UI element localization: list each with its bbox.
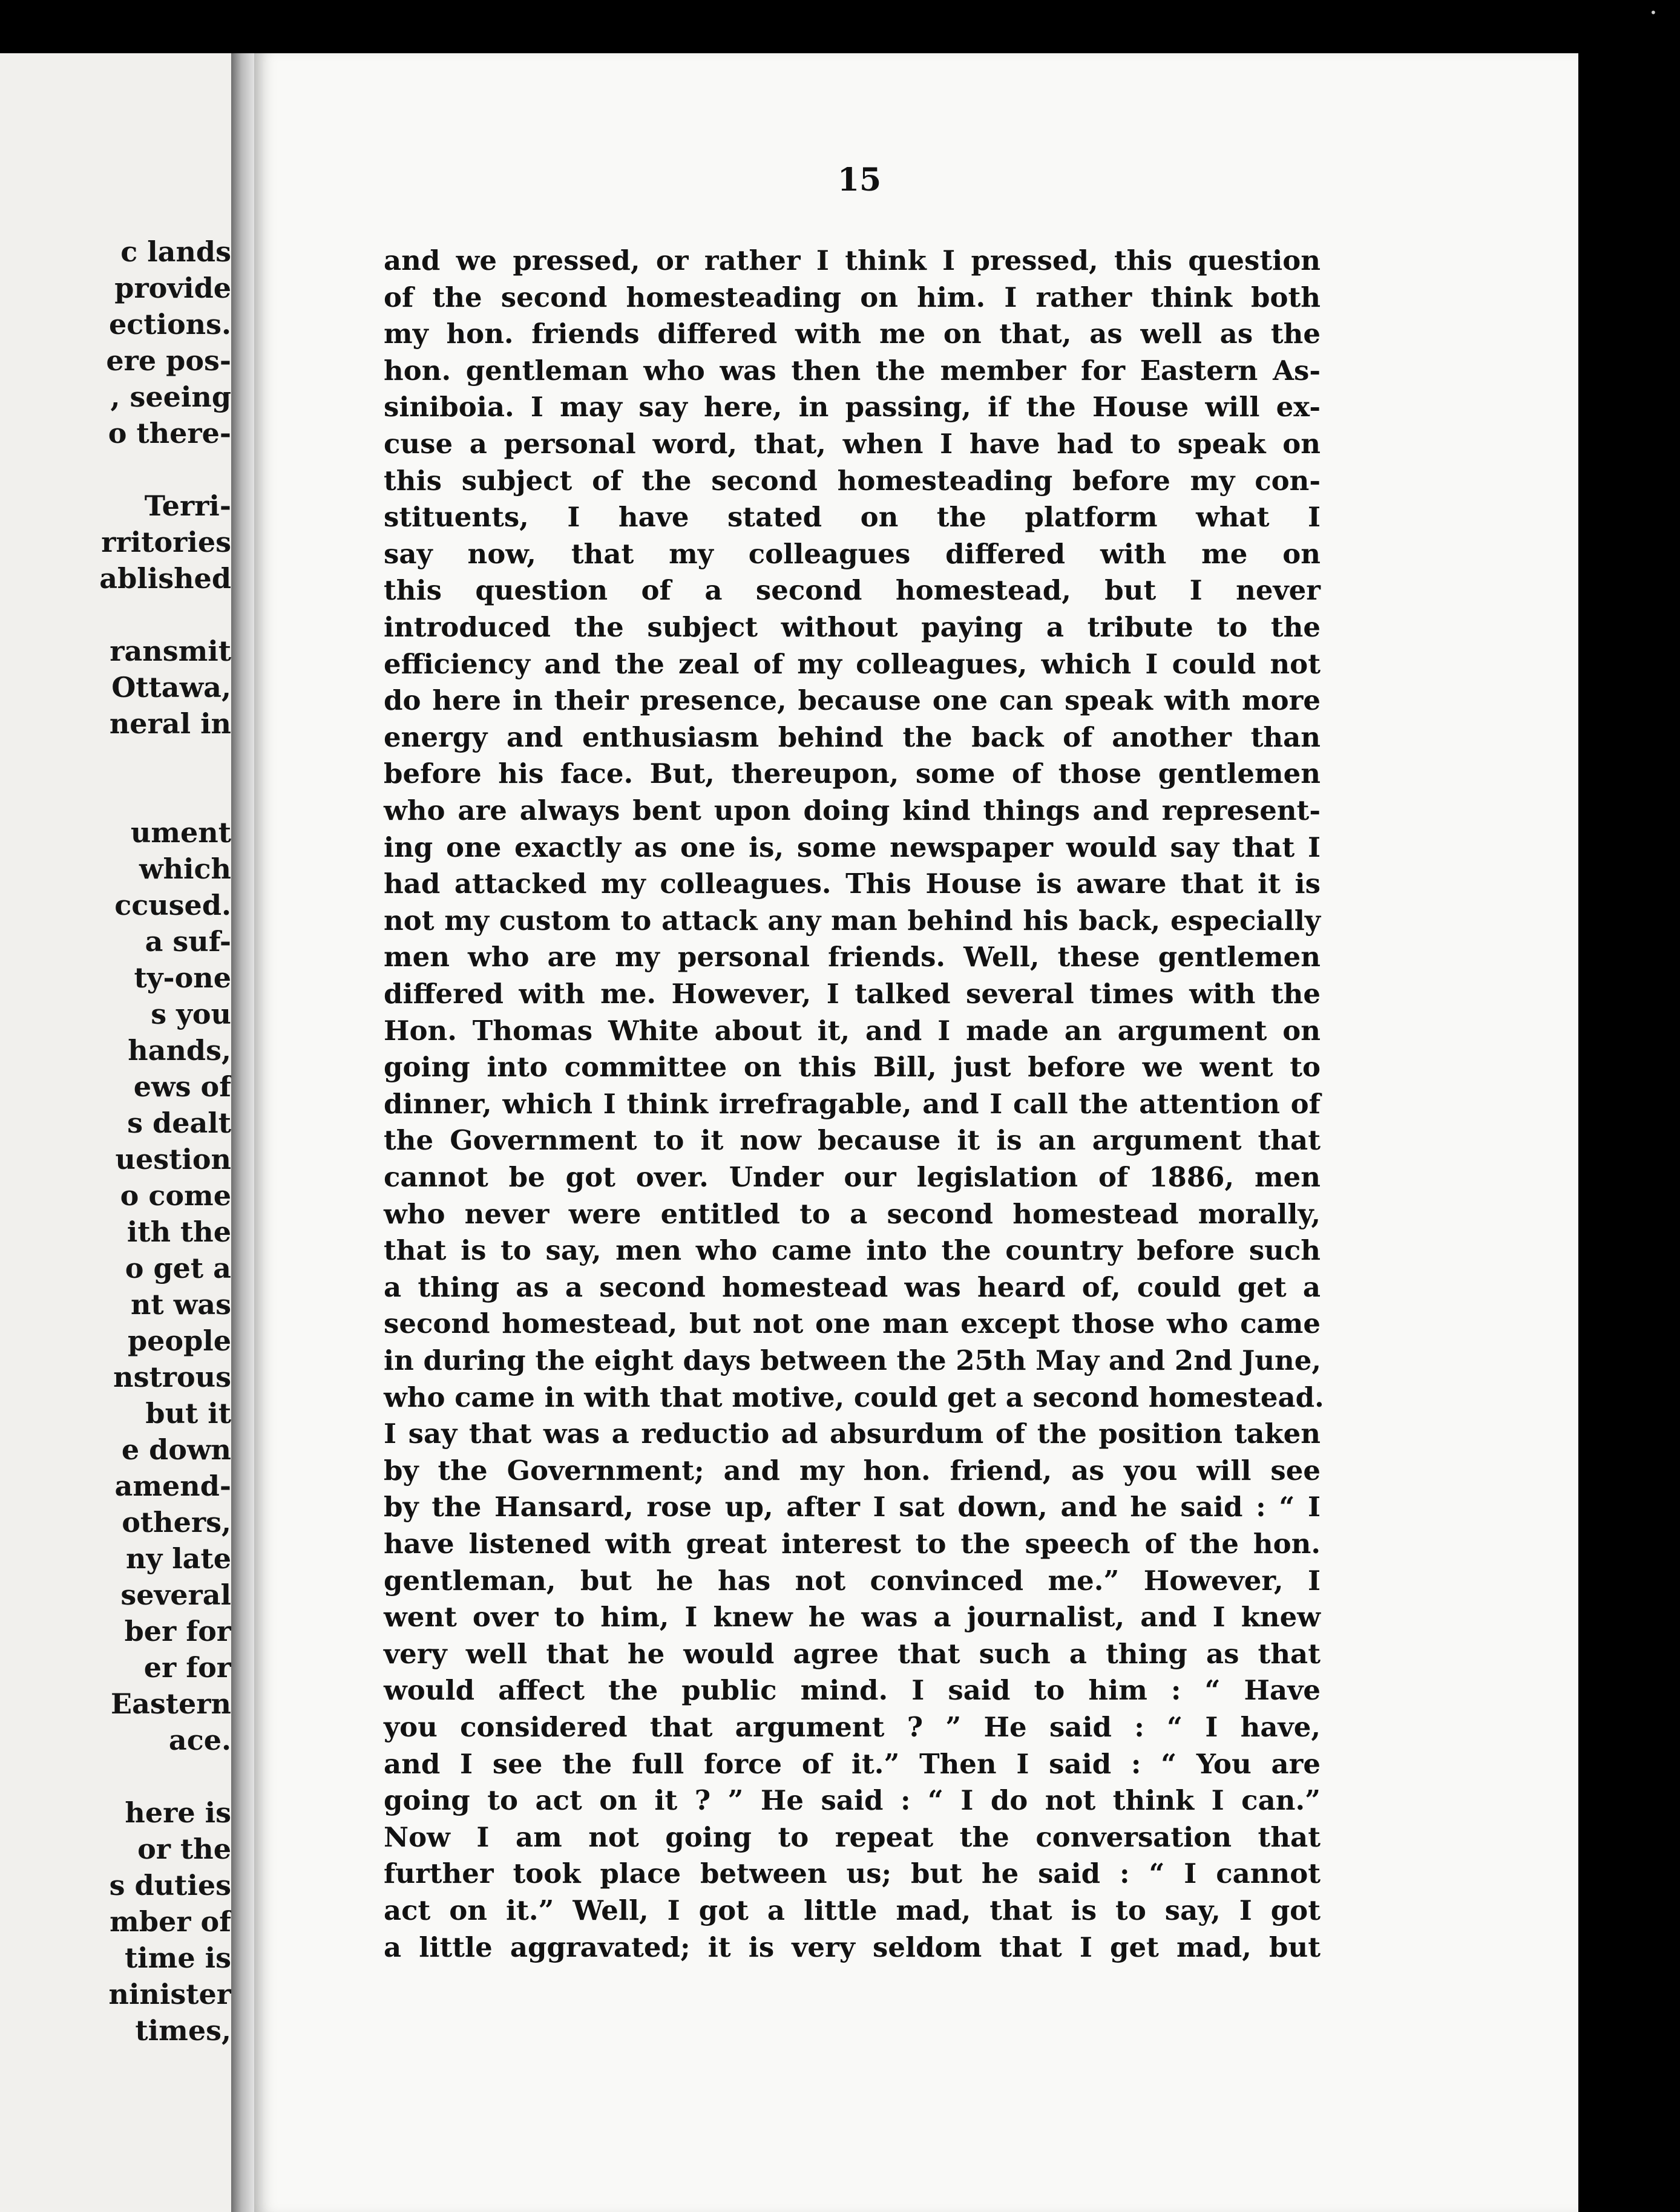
body-text-line: this subject of the second homesteading before my con- xyxy=(384,465,1321,497)
left-page-line: s dealt xyxy=(127,1107,231,1139)
left-page-line: rritories xyxy=(101,526,231,558)
body-text-line: I say that was a reductio ad absurdum of the position taken xyxy=(384,1418,1321,1450)
left-page-line: ccused. xyxy=(114,889,231,921)
left-page-line: nt was xyxy=(130,1288,231,1321)
body-text-line: Hon. Thomas White about it, and I made an argument on xyxy=(384,1015,1321,1047)
left-page-line: ith the xyxy=(126,1216,231,1248)
left-page-line: ny late xyxy=(126,1542,231,1575)
body-text-line: differed with me. However, I talked several times with the xyxy=(384,978,1321,1010)
left-page-line: amend- xyxy=(114,1470,231,1502)
body-text-line: further took place between us; but he said : “ I cannot xyxy=(384,1857,1321,1890)
left-page-line: times, xyxy=(135,2014,231,2047)
body-text-line: efficiency and the zeal of my colleagues, which I could not xyxy=(384,648,1321,680)
body-text-line: my hon. friends differed with me on that, as well as the xyxy=(384,318,1321,350)
left-page-line: , seeing xyxy=(110,381,231,413)
body-text-line: cuse a personal word, that, when I have had to speak on xyxy=(384,428,1321,460)
left-page-line: o come xyxy=(120,1179,231,1212)
left-page-line: o get a xyxy=(125,1252,231,1284)
left-page-line: others, xyxy=(122,1506,231,1539)
body-text-line: men who are my personal friends. Well, these gentlemen xyxy=(384,941,1321,973)
body-text-line: of the second homesteading on him. I rather think both xyxy=(384,281,1321,313)
body-text-line: went over to him, I knew he was a journalist, and I knew xyxy=(384,1601,1321,1633)
left-page-line: ere pos- xyxy=(106,344,231,377)
body-text-line: not my custom to attack any man behind his back, especially xyxy=(384,905,1321,937)
left-page-line: mber of xyxy=(110,1905,231,1938)
left-page-line: neral in xyxy=(109,707,231,740)
left-page-line: s you xyxy=(151,998,231,1030)
body-text-line: that is to say, men who came into the country before such xyxy=(384,1234,1321,1266)
body-text-line: you considered that argument ? ” He said : “ I have, xyxy=(384,1711,1321,1743)
left-page-line: time is xyxy=(124,1942,231,1974)
body-text-line: and I see the full force of it.” Then I said : “ You are xyxy=(384,1748,1321,1780)
left-page-line: nstrous xyxy=(113,1361,231,1393)
left-page-line: o there- xyxy=(108,417,231,450)
body-text-line: do here in their presence, because one can speak with more xyxy=(384,684,1321,716)
body-text-line: act on it.” Well, I got a little mad, that is to say, I got xyxy=(384,1894,1321,1926)
facing-page-left xyxy=(0,53,231,2212)
left-page-line: hands, xyxy=(128,1034,231,1067)
left-page-line: Ottawa, xyxy=(111,671,231,704)
left-page-line: Eastern xyxy=(111,1687,231,1720)
body-text-line: introduced the subject without paying a tribute to the xyxy=(384,611,1321,643)
left-page-line: e down xyxy=(121,1433,231,1466)
body-text-line: who never were entitled to a second homestead morally, xyxy=(384,1198,1321,1230)
left-page-line: but it xyxy=(145,1397,231,1430)
body-text-line: dinner, which I think irrefragable, and I call the attention of xyxy=(384,1088,1321,1120)
left-page-line: c lands xyxy=(120,235,231,268)
left-page-line: several xyxy=(120,1579,231,1611)
left-page-line: uestion xyxy=(115,1143,231,1176)
left-page-line: which xyxy=(139,852,231,885)
left-page-line: Terri- xyxy=(144,489,231,522)
left-page-line: ninister xyxy=(108,1978,231,2011)
body-text-line: stituents, I have stated on the platform what I xyxy=(384,501,1321,533)
body-text-line: going to act on it ? ” He said : “ I do not think I can.” xyxy=(384,1784,1321,1816)
left-page-line: ews of xyxy=(133,1070,231,1103)
body-text-line: have listened with great interest to the speech of the hon. xyxy=(384,1528,1321,1560)
body-text-line: say now, that my colleagues differed with me on xyxy=(384,538,1321,570)
body-text-line: by the Hansard, rose up, after I sat down, and he said : “ I xyxy=(384,1491,1321,1523)
body-text-line: second homestead, but not one man except those who came xyxy=(384,1307,1321,1340)
body-text-line: had attacked my colleagues. This House is aware that it is xyxy=(384,868,1321,900)
left-page-line: ument xyxy=(130,816,231,849)
body-text-line: siniboia. I may say here, in passing, if the House will ex- xyxy=(384,391,1321,423)
left-page-line: ty-one xyxy=(134,961,231,994)
left-page-line: s duties xyxy=(109,1869,231,1902)
left-page-line: ections. xyxy=(108,308,231,341)
body-text-line: by the Government; and my hon. friend, as you will see xyxy=(384,1454,1321,1487)
left-page-line: or the xyxy=(137,1833,231,1865)
body-text-line: gentleman, but he has not convinced me.” However, I xyxy=(384,1565,1321,1597)
page-number: 15 xyxy=(837,162,882,198)
left-page-line: people xyxy=(127,1324,231,1357)
left-page-line: ace. xyxy=(168,1724,231,1756)
scan-artifact-mark: • xyxy=(1650,5,1657,20)
body-text-line: would affect the public mind. I said to him : “ Have xyxy=(384,1674,1321,1706)
scan-background-edge xyxy=(1578,53,1680,2212)
body-text-line: this question of a second homestead, but I never xyxy=(384,574,1321,606)
body-text-line: and we pressed, or rather I think I pressed, this question xyxy=(384,244,1321,276)
body-text-line: a little aggravated; it is very seldom that I get mad, but xyxy=(384,1931,1321,1963)
left-page-line: ransmit xyxy=(110,635,231,667)
body-text-line: who are always bent upon doing kind things and represent- xyxy=(384,794,1321,826)
body-text-line: in during the eight days between the 25th May and 2nd June, xyxy=(384,1344,1322,1376)
left-page-line: provide xyxy=(114,272,231,304)
body-text-line: going into committee on this Bill, just before we went to xyxy=(384,1051,1321,1083)
body-text-line: a thing as a second homestead was heard of, could get a xyxy=(384,1271,1321,1303)
body-text-line: energy and enthusiasm behind the back of another than xyxy=(384,721,1321,753)
body-text-line: ing one exactly as one is, some newspaper would say that I xyxy=(384,831,1321,863)
body-text-line: very well that he would agree that such a thing as that xyxy=(384,1638,1321,1670)
left-page-line: ber for xyxy=(124,1615,231,1648)
left-page-line: here is xyxy=(125,1796,231,1829)
body-text-line: who came in with that motive, could get a second homestead. xyxy=(384,1381,1324,1413)
left-page-line: er for xyxy=(143,1651,231,1684)
body-text-line: Now I am not going to repeat the conversation that xyxy=(384,1821,1321,1853)
body-text-line: cannot be got over. Under our legislation of 1886, men xyxy=(384,1161,1321,1193)
left-page-line: a suf- xyxy=(145,925,231,958)
body-text-line: hon. gentleman who was then the member for Eastern As- xyxy=(384,355,1321,387)
body-text-line: the Government to it now because it is an argument that xyxy=(384,1124,1321,1156)
left-page-line: ablished xyxy=(99,562,231,595)
book-gutter xyxy=(231,53,254,2212)
body-text-line: before his face. But, thereupon, some of those gentlemen xyxy=(384,758,1321,790)
